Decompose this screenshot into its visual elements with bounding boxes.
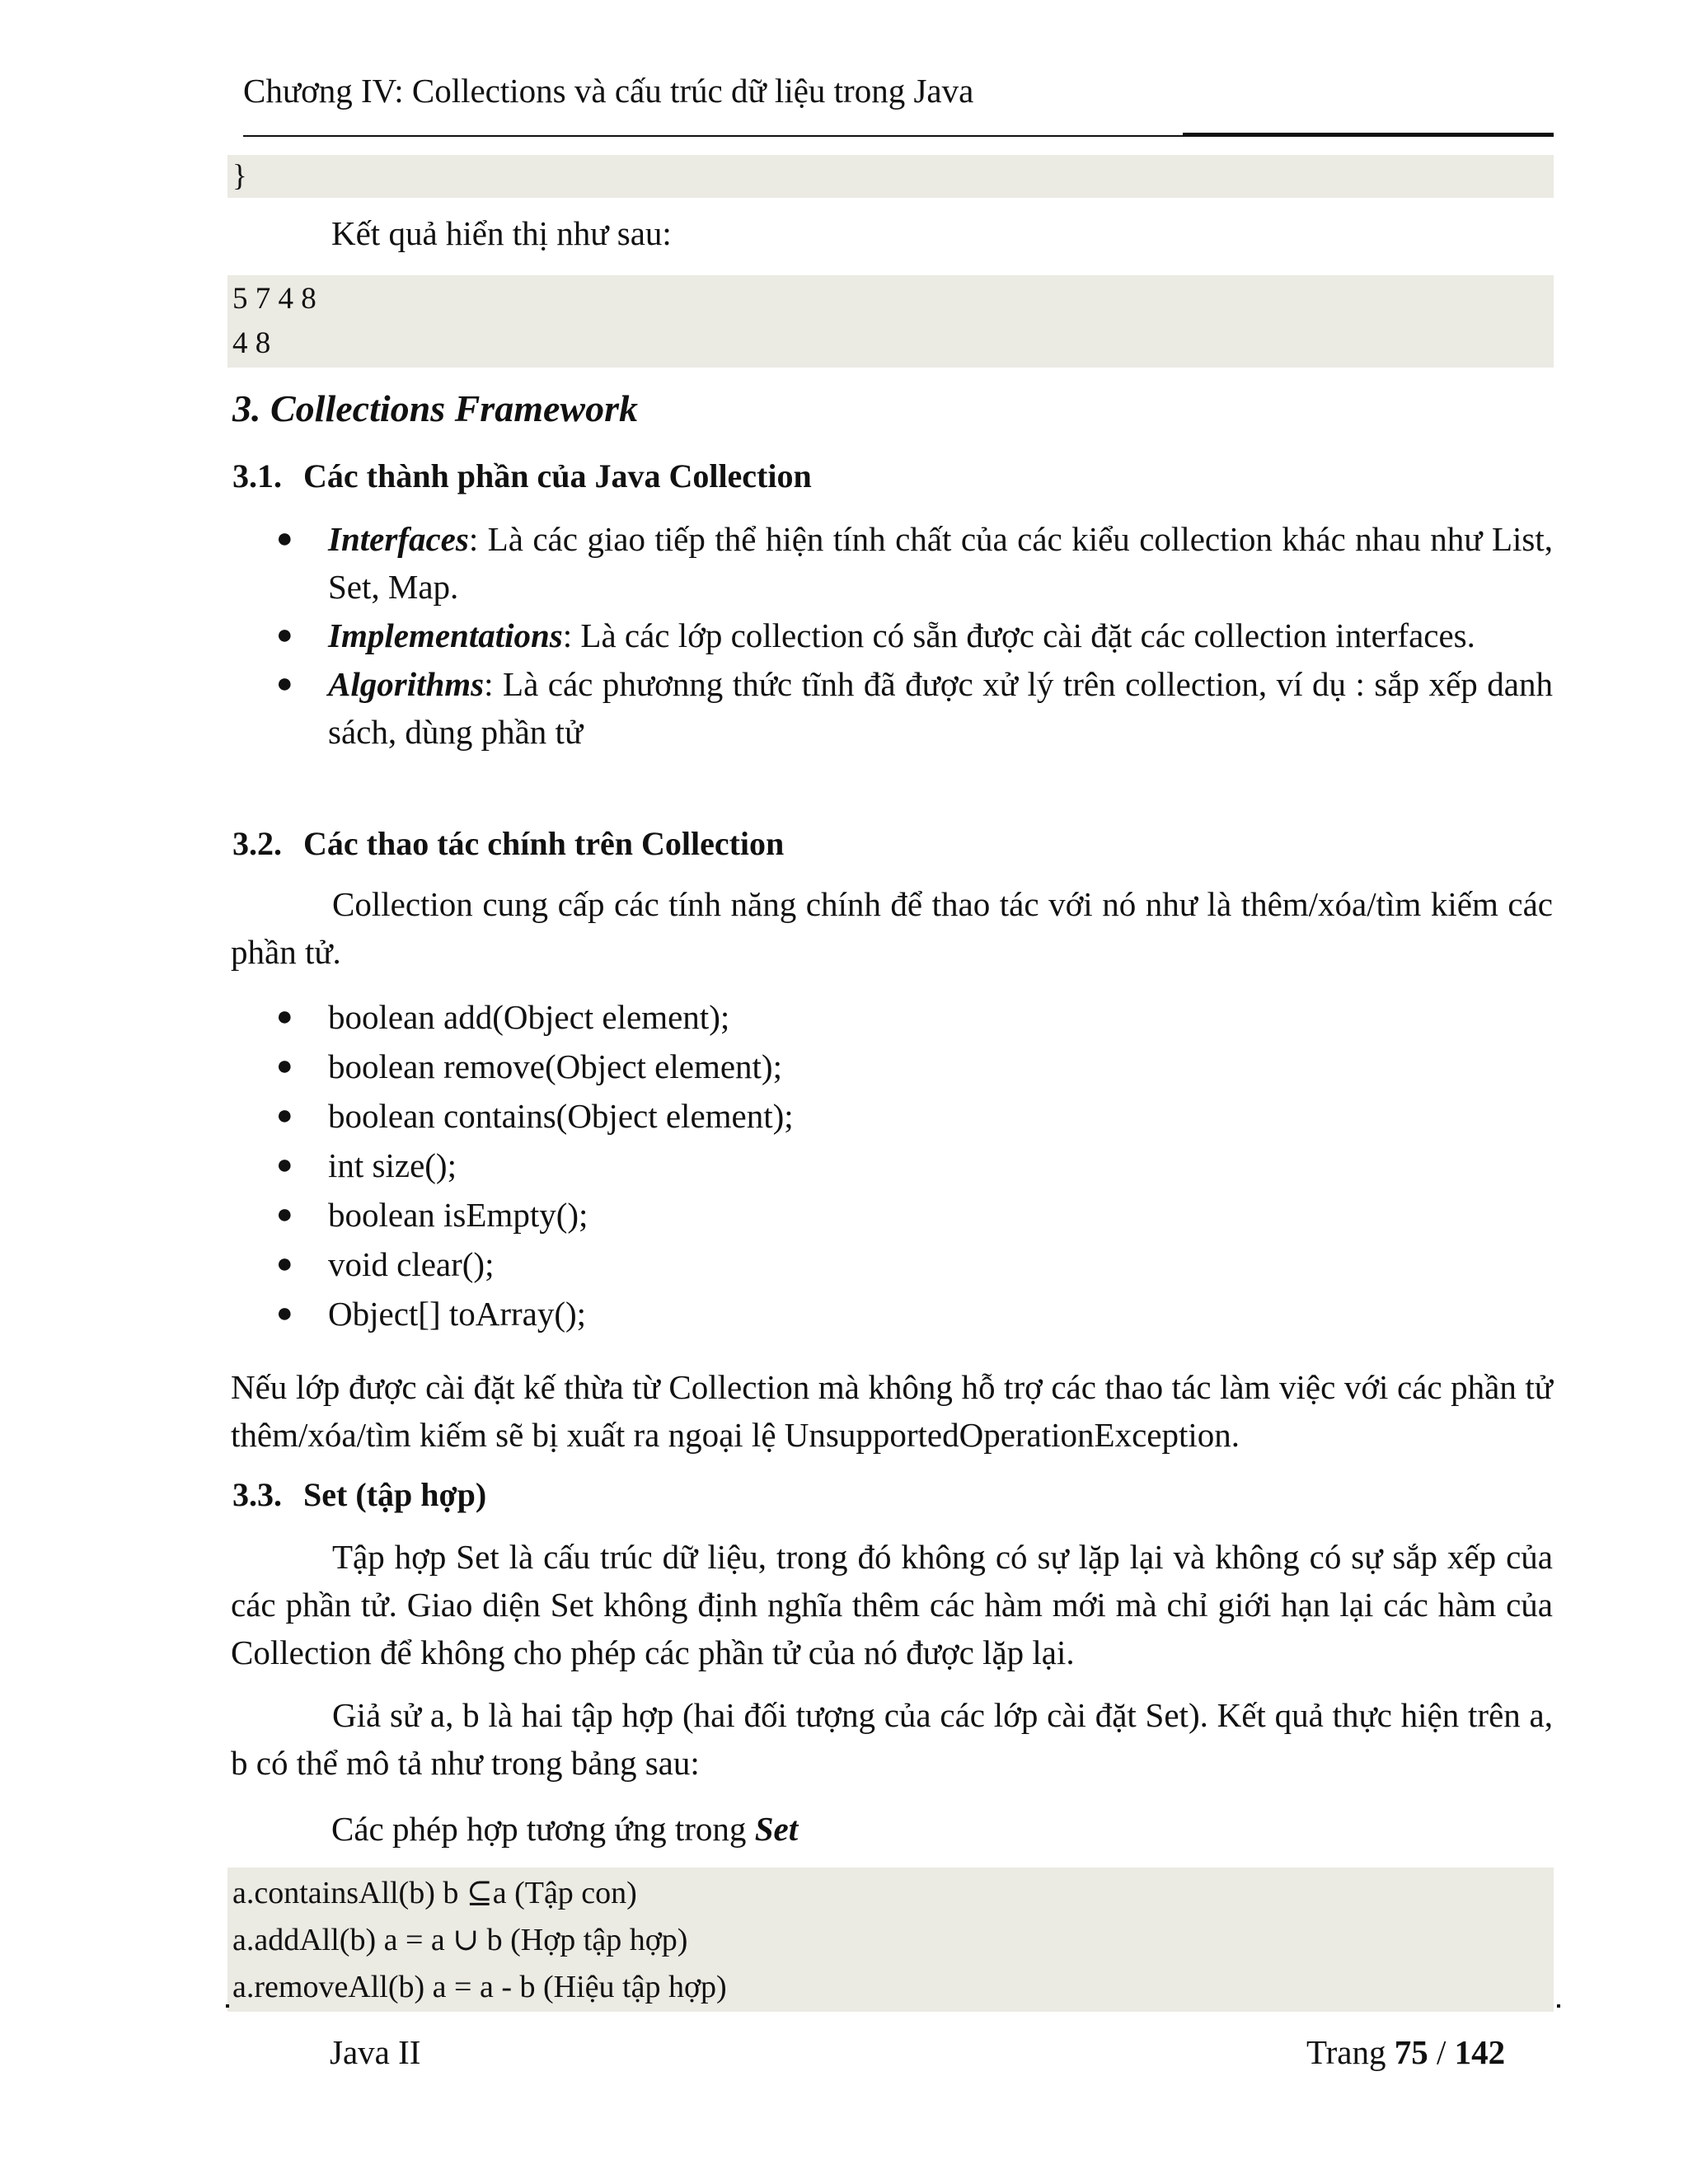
bullet-icon: ●: [276, 620, 293, 650]
bullet-icon: ●: [276, 1298, 293, 1329]
total-pages: 142: [1454, 2033, 1506, 2071]
exception-note-paragraph: Nếu lớp được cài đặt kế thừa từ Collection mà không hỗ trợ các thao tác làm việc với các phần tử thêm/xóa/tìm kiếm sẽ bị xuất ra ngoại lệ UnsupportedOperationException.: [231, 1368, 1553, 1454]
term: Algorithms: [328, 665, 485, 703]
operation-line: a.containsAll(b) b ⊆a (Tập con): [232, 1876, 637, 1910]
footer-page-number: Trang 75 / 142: [1306, 2033, 1506, 2071]
term: Implementations: [328, 616, 563, 654]
set-operations-block: [227, 1868, 1554, 2012]
subsection-title: Set (tập hợp): [303, 1476, 487, 1513]
subsection-number: 3.3.: [232, 1476, 282, 1513]
subsection-number: 3.2.: [232, 825, 282, 862]
set-operations-paragraph: Giả sử a, b là hai tập hợp (hai đối tượng của các lớp cài đặt Set). Kết quả thực hiện trên a, b có thể mô tả như trong bảng sau:: [231, 1696, 1553, 1782]
list-item: ● boolean add(Object element);: [328, 992, 1553, 1042]
footer-course-name: Java II: [330, 2033, 421, 2071]
methods-list: [276, 992, 1553, 1338]
subsection-title: Các thao tác chính trên Collection: [303, 825, 785, 862]
set-description-paragraph: Tập hợp Set là cấu trúc dữ liệu, trong đó không có sự lặp lại và không có sự sắp xếp của các phần tử. Giao diện Set không định nghĩa thêm các hàm mới mà chỉ giới hạn lại các hàm của Collection để không cho phép các phần tử của nó được lặp lại.: [231, 1538, 1553, 1671]
footer-corner-mark: [226, 2004, 229, 2008]
list-item: ● Object[] toArray();: [328, 1289, 1553, 1338]
bullet-icon: ●: [276, 523, 293, 554]
bullet-icon: ●: [276, 1100, 293, 1131]
running-header: Chương IV: Collections và cấu trúc dữ liệu trong Java: [243, 72, 974, 110]
bullet-icon: ●: [276, 1249, 293, 1279]
current-page: 75: [1394, 2033, 1428, 2071]
bullet-icon: ●: [276, 1051, 293, 1081]
operation-line: a.addAll(b) a = a ∪ b (Hợp tập hợp): [232, 1923, 688, 1957]
list-item: ● Interfaces: Là các giao tiếp thể hiện tính chất của các kiểu collection khác nhau như List, Set, Map.: [328, 515, 1553, 611]
term: Interfaces: [328, 520, 469, 558]
components-list: [276, 515, 1553, 756]
result-intro: Kết quả hiển thị như sau:: [331, 214, 672, 252]
bullet-icon: ●: [276, 1150, 293, 1180]
subsection-number: 3.1.: [232, 457, 282, 494]
header-rule: [243, 135, 1183, 137]
table-caption: Các phép hợp tương ứng trong Set: [331, 1810, 799, 1848]
list-item: ● boolean contains(Object element);: [328, 1091, 1553, 1141]
caption-term: Set: [754, 1810, 799, 1848]
footer-corner-mark: [1557, 2004, 1560, 2008]
header-rule-accent: [1183, 133, 1554, 137]
list-item: ● Implementations: Là các lớp collection có sẵn được cài đặt các collection interfaces.: [328, 612, 1553, 659]
subsection-3-3-heading: [232, 1472, 486, 1518]
list-item: ● int size();: [328, 1141, 1553, 1190]
output-block: [227, 275, 1554, 368]
subsection-3-2-heading: [232, 821, 784, 867]
operation-line: a.removeAll(b) a = a - b (Hiệu tập hợp): [232, 1970, 727, 2004]
subsection-title: Các thành phần của Java Collection: [303, 457, 812, 494]
list-item: ● Algorithms: Là các phươnng thức tĩnh đã được xử lý trên collection, ví dụ : sắp xếp danh sách, dùng phần tử: [328, 660, 1553, 756]
output-line: 4 8: [232, 326, 271, 360]
list-item: ● boolean isEmpty();: [328, 1190, 1553, 1240]
bullet-icon: ●: [276, 1199, 293, 1230]
code-block-closing: [227, 155, 1554, 198]
bullet-icon: ●: [276, 1001, 293, 1032]
output-line: 5 7 4 8: [232, 282, 316, 316]
collection-intro-paragraph: Collection cung cấp các tính năng chính để thao tác với nó như là thêm/xóa/tìm kiếm các phần tử.: [231, 885, 1553, 971]
section-3-heading: 3. Collections Framework: [232, 387, 638, 429]
subsection-3-1-heading: [232, 453, 812, 499]
list-item: ● void clear();: [328, 1240, 1553, 1289]
bullet-icon: ●: [276, 668, 293, 699]
list-item: ● boolean remove(Object element);: [328, 1042, 1553, 1091]
code-line: }: [232, 159, 247, 193]
